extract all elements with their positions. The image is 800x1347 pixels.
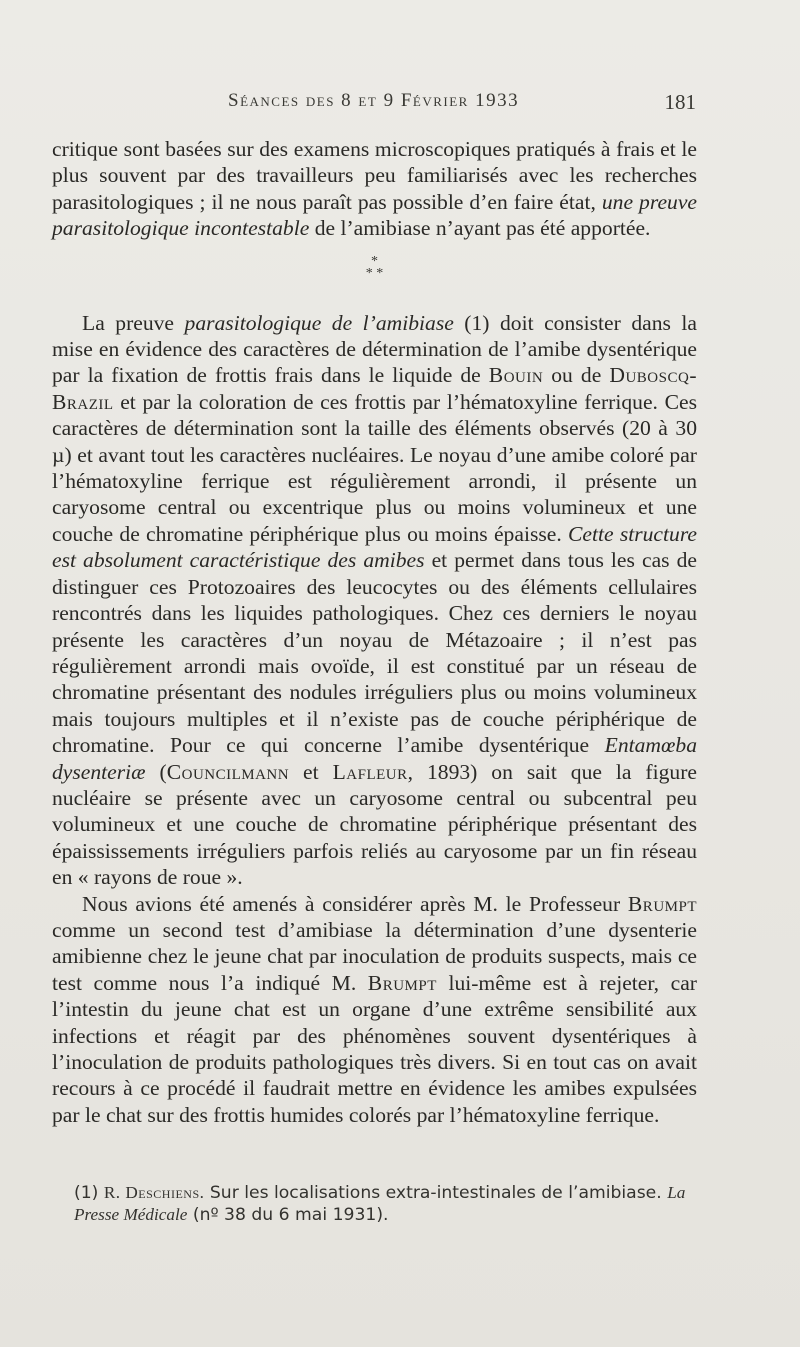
p2-i1: parasitologique de l’amibiase [184,310,454,335]
p2-i2: Cette structure est absolument caractéristique des amibes [52,521,698,573]
p2-sc4: Lafleur [332,759,408,784]
p3-s1: Nous avions été amenés à considérer après M. le Professeur [82,891,628,916]
paragraph-1 [52,136,697,242]
p2-i3: Entamœba dysenteriæ [52,733,697,784]
p3-sc2: Brumpt [367,970,437,995]
p2-s3: ou de [543,363,610,388]
paragraph-2 [52,310,697,891]
p3-s2: comme un second test d’amibiase la détermination d’une dysenterie amibienne chez le jeune chat par inoculation de produits suspects, mais ce test comme nous l’a indiqué M. [52,917,697,995]
p2-s5: et permet dans tous les cas de distinguer ces Protozoaires des leucocytes ou des éléments cellulaires rencontrés dans les liquides pathologiques. Chez ces derniers le noyau présente les caractères d’un noyau de Métazoaire ; il n’est pas régulièrement arrondi mais ovoïde, il est constitué par un réseau de chromatine présentant des nodules irréguliers plus ou moins volumineux mais toujours multiples et il n’existe pas de couche périphérique de chromatine. Pour ce qui concerne l’amibe dysentérique [52,548,697,758]
body-text [52,136,697,1128]
p2-s1: La preuve [82,310,185,335]
footnote-text: Sur les localisations extra-intestinales de l’amibiase. [204,1183,668,1203]
p2-s2: (1) doit consister dans la mise en évidence des caractères de détermination de l’amibe dysentérique par la fixation de frottis frais dans le liquide de [52,310,697,388]
p2-sc2: Duboscq-Brazil [52,363,698,414]
asterisk-top: * [371,253,378,269]
footnote-marker: (1) [74,1183,104,1203]
footnote-author: R. Deschiens. [103,1183,205,1202]
footnote-ref: (nº 38 du 6 mai 1931). [187,1205,389,1225]
page-number: 181 [664,90,696,114]
asterisk-bottom: * * [365,265,384,281]
p1-text-a: critique sont basées sur des examens microscopiques pratiqués à frais et le plus souvent par des travailleurs peu familiarisés avec les recherches parasitologiques ; il ne nous paraît pas possible d’en faire état, [52,137,697,214]
footnote-journal: La Presse Médicale [74,1183,686,1224]
section-separator [52,253,697,281]
footnote [74,1182,694,1226]
p2-s4: et par la coloration de ces frottis par l’hématoxyline ferrique. Ces caractères de détermination sont la taille des éléments observés (20 à 30 µ) et avant tout les caractères nucléaires. Le noyau d’une amibe coloré par l’hématoxyline ferrique est régulièrement arrondi, il présente un caryosome central ou excentrique plus ou moins volumineux et une couche de chromatine périphérique plus ou moins épaisse. [52,389,697,546]
running-head: Séances des 8 et 9 Février 1933 [228,90,520,111]
p1-italic: une preuve parasitologique incontestable [52,189,697,241]
p2-sc3: Councilmann [166,759,290,784]
p3-s3: lui-même est à rejeter, car l’intestin du jeune chat est un organe d’une extrême sensibilité aux infections et réagit par des phénomènes souvent dysentériques à l’inoculation de produits pathologiques très divers. Si en tout cas on avait recours à ce procédé il faudrait mettre en évidence les amibes expulsées par le chat sur des frottis humides colorés par l’hématoxyline ferrique. [52,970,697,1127]
p2-sc1: Bouin [488,363,544,388]
p2-s6: ( [145,759,167,784]
p1-text-b: de l’amibiase n’ayant pas été apportée. [309,216,651,241]
p2-s7: et [289,759,333,784]
p2-s8: , 1893) on sait que la figure nucléaire se présente avec un caryosome central ou subcentral peu volumineux et une couche de chromatine périphérique présentant des épaississements irréguliers parfois reliés au caryosome par un fin réseau en « rayons de roue ». [52,759,697,890]
p3-sc1: Brumpt [627,891,697,916]
paragraph-3 [52,891,697,1129]
